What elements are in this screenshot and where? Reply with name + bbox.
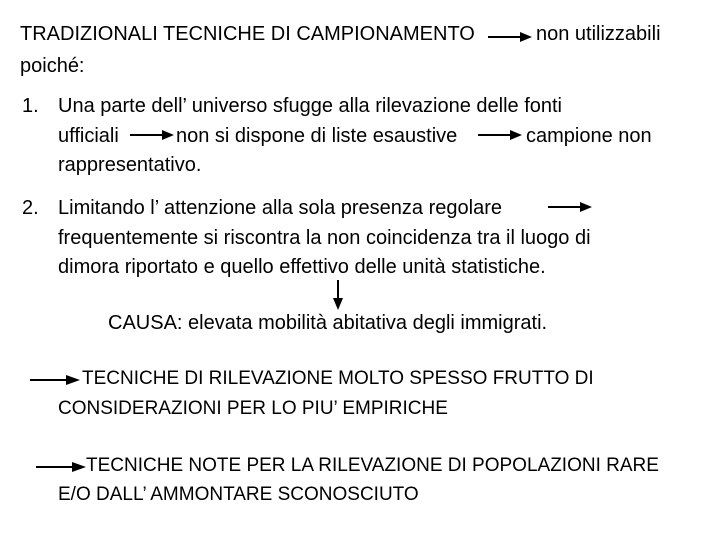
arrow-right-icon: [548, 200, 592, 214]
conclusion1-line1: TECNICHE DI RILEVAZIONE MOLTO SPESSO FRUTTO DI: [82, 368, 594, 389]
arrow-right-icon: [36, 460, 86, 474]
conclusion1-line2: CONSIDERAZIONI PER LO PIU’ EMPIRICHE: [58, 398, 448, 419]
item1-seg-c: campione non: [526, 125, 652, 147]
item-number: 1.: [22, 95, 39, 117]
header-line2: poiché:: [20, 55, 85, 77]
item2-line3: dimora riportato e quello effettivo delle unità statistiche.: [58, 256, 546, 278]
item1-line1: Una parte dell’ universo sfugge alla rilevazione delle fonti: [58, 95, 563, 117]
causa-text: CAUSA: elevata mobilità abitativa degli immigrati.: [108, 312, 548, 334]
arrow-right-icon: [478, 128, 522, 142]
item1-seg-a: ufficiali: [58, 125, 119, 147]
header-title: TRADIZIONALI TECNICHE DI CAMPIONAMENTO: [20, 23, 475, 45]
header-result: non utilizzabili: [536, 23, 661, 45]
item2-line1: Limitando l’ attenzione alla sola presenza regolare: [58, 197, 502, 219]
conclusion2-line2: E/O DALL’ AMMONTARE SCONOSCIUTO: [58, 484, 419, 505]
item1-line3: rappresentativo.: [58, 154, 202, 176]
arrow-right-icon: [488, 30, 532, 44]
item1-seg-b: non si dispone di liste esaustive: [176, 125, 458, 147]
item2-line2: frequentemente si riscontra la non coincidenza tra il luogo di: [58, 227, 591, 249]
conclusion2-line1: TECNICHE NOTE PER LA RILEVAZIONE DI POPOLAZIONI RARE: [86, 455, 659, 476]
arrow-right-icon: [30, 373, 80, 387]
arrow-right-icon: [130, 128, 174, 142]
arrow-down-icon: [331, 280, 345, 310]
item-number: 2.: [22, 197, 39, 219]
